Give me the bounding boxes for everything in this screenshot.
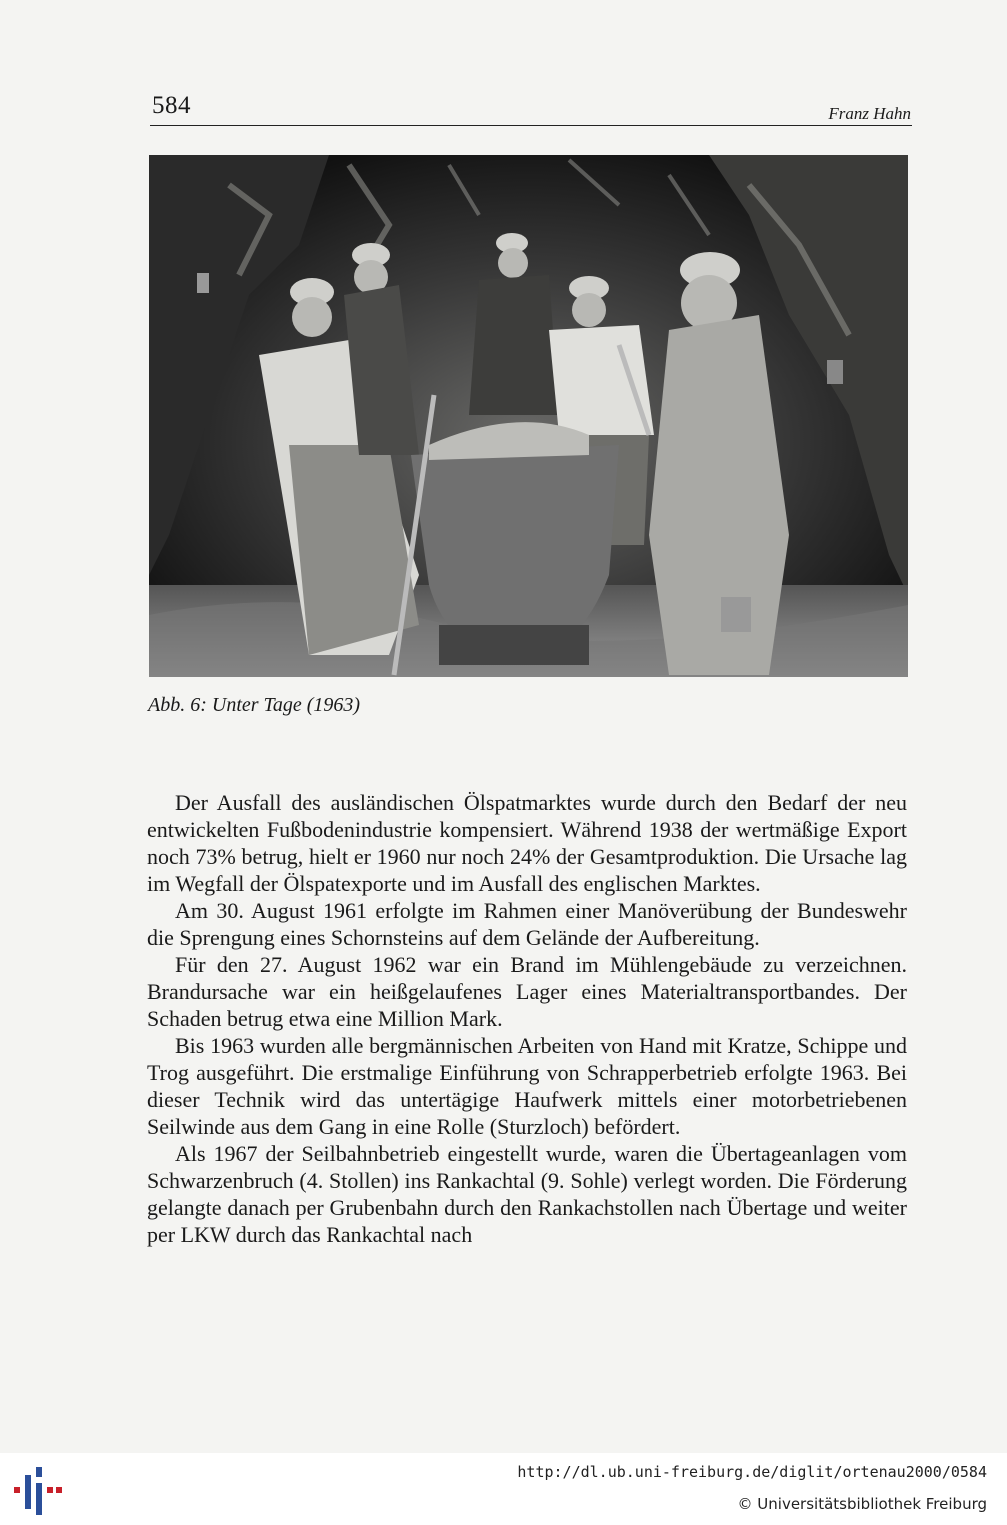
paragraph-1: Der Ausfall des ausländischen Ölspatmarktes wurde durch den Bedarf der neu entwickelten Fußbodenindustrie kompensiert. Während 1938 der wertmäßige Export noch 73% betrug, hielt er 1960 nur noch 24% der Gesamtproduktion. Die Ursache lag im Wegfall der Ölspatexporte und im Ausfall des englischen Marktes. bbox=[147, 790, 907, 896]
miners-underground-image bbox=[149, 155, 908, 677]
header-rule bbox=[150, 125, 912, 126]
library-logo-icon bbox=[12, 1465, 64, 1515]
source-url-link[interactable]: http://dl.ub.uni-freiburg.de/diglit/ortenau2000/0584 bbox=[517, 1463, 987, 1481]
paragraph-5: Als 1967 der Seilbahnbetrieb eingestellt wurde, waren die Übertageanlagen vom Schwarzenbruch (4. Stollen) ins Rankachtal (9. Sohle) verlegt worden. Die Förderung gelangte danach per Grubenbahn durch den Rankachstollen nach Übertage und weiter per LKW durch das Rankachtal nach bbox=[147, 1141, 907, 1247]
paragraph-4: Bis 1963 wurden alle bergmännischen Arbeiten von Hand mit Kratze, Schippe und Trog ausgeführt. Die erstmalige Einführung von Schrapperbetrieb erfolgte 1963. Bei dieser Technik wird das untertägige Haufwerk mittels einer motorbetriebenen Seilwinde aus dem Gang in eine Rolle (Sturzloch) befördert. bbox=[147, 1033, 907, 1139]
mine-photo bbox=[149, 155, 908, 677]
copyright-notice: © Universitätsbibliothek Freiburg bbox=[737, 1495, 987, 1513]
paragraph-3: Für den 27. August 1962 war ein Brand im Mühlengebäude zu verzeichnen. Brandursache war ein heißgelaufenes Lager eines Materialtransportbandes. Der Schaden betrug etwa eine Million Mark. bbox=[147, 952, 907, 1031]
body-text bbox=[147, 789, 907, 1248]
paragraph-2: Am 30. August 1961 erfolgte im Rahmen einer Manöverübung der Bundeswehr die Sprengung eines Schornsteins auf dem Gelände der Aufbereitung. bbox=[147, 898, 907, 950]
figure-caption: Abb. 6: Unter Tage (1963) bbox=[148, 694, 361, 716]
running-head: Franz Hahn bbox=[828, 104, 911, 123]
footer-bar bbox=[0, 1453, 1007, 1525]
page-number: 584 bbox=[152, 92, 191, 119]
